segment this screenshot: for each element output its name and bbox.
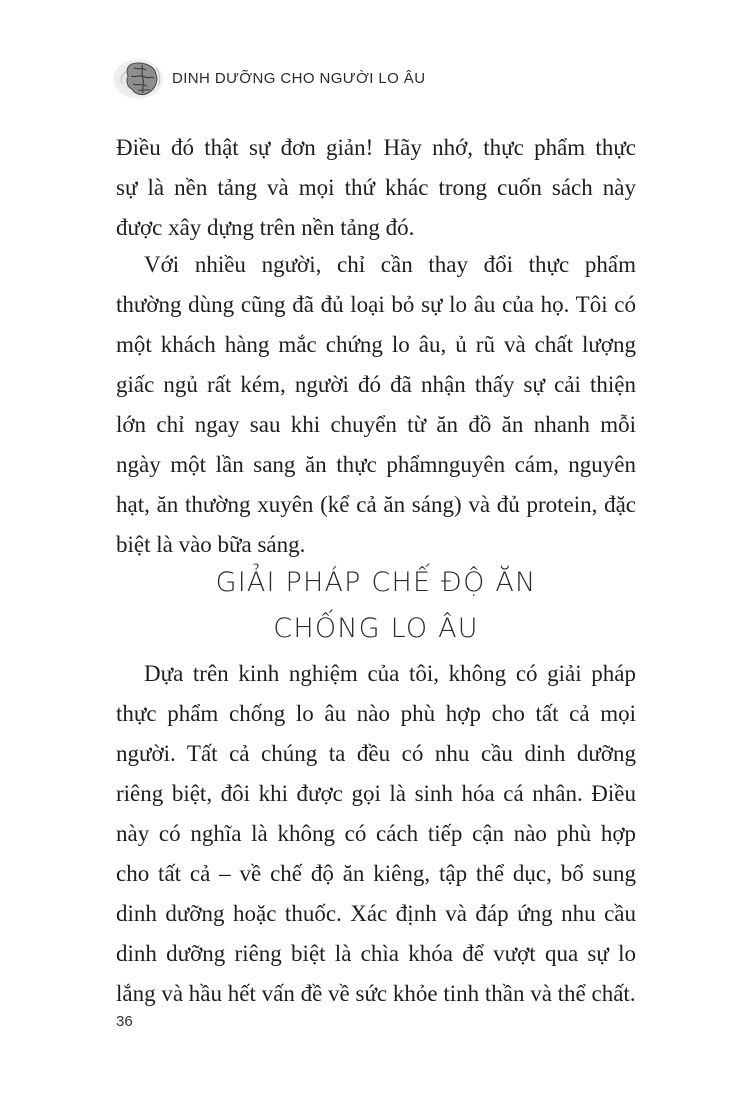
text-line: cho tất cả – về chế độ ăn kiêng, tập thể dục, bổ sung [116,861,636,886]
text-line: dinh dưỡng riêng biệt là chìa khóa để vượt qua sự lo [116,941,636,966]
text-line: biệt là vào bữa sáng. [116,532,306,557]
text-line: người. Tất cả chúng ta đều có nhu cầu dinh dưỡng [116,741,636,766]
text-line: lớn chỉ ngay sau khi chuyển từ ăn đồ ăn nhanh mỗi [116,412,636,437]
text-line: thực phẩm chống lo âu nào phù hợp cho tất cả mọi [116,701,636,726]
text-line: hạt, ăn thường xuyên (kể cả ăn sáng) và đủ protein, đặc [116,492,636,517]
text-line: thường dùng cũng đã đủ loại bỏ sự lo âu của họ. Tôi có [116,292,636,317]
paragraph-3 [116,654,636,1014]
paragraph-1 [116,128,636,248]
text-line: riêng biệt, đôi khi được gọi là sinh hóa cá nhân. Điều [116,781,636,806]
running-header [112,56,425,100]
text-line: một khách hàng mắc chứng lo âu, ủ rũ và chất lượng [116,332,636,357]
text-line: Điều đó thật sự đơn giản! Hãy nhớ, thực phẩm thực [116,135,636,160]
text-line: Với nhiều người, chỉ cần thay đổi thực phẩm [144,252,636,277]
text-line: này có nghĩa là không có cách tiếp cận nào phù hợp [116,821,636,846]
section-heading [116,560,636,652]
text-line: lắng và hầu hết vấn đề về sức khỏe tinh thần và thể chất. [116,981,636,1006]
text-line: ngày một lần sang ăn thực phẩmnguyên cám, nguyên [116,452,636,477]
heading-line: CHỐNG LO ÂU [273,613,479,644]
text-line: được xây dựng trên nền tảng đó. [116,215,415,240]
page-number: 36 [116,1013,133,1030]
text-line: giấc ngủ rất kém, người đó đã nhận thấy sự cải thiện [116,372,636,397]
heading-line: GIẢI PHÁP CHẾ ĐỘ ĂN [215,567,537,598]
text-line: dinh dưỡng hoặc thuốc. Xác định và đáp ứng nhu cầu [116,901,636,926]
running-title: DINH DƯỠNG CHO NGƯỜI LO ÂU [172,69,426,87]
text-line: Dựa trên kinh nghiệm của tôi, không có giải pháp [144,661,636,686]
brain-icon [112,56,164,100]
paragraph-2 [116,245,636,565]
text-line: sự là nền tảng và mọi thứ khác trong cuốn sách này [116,175,636,200]
